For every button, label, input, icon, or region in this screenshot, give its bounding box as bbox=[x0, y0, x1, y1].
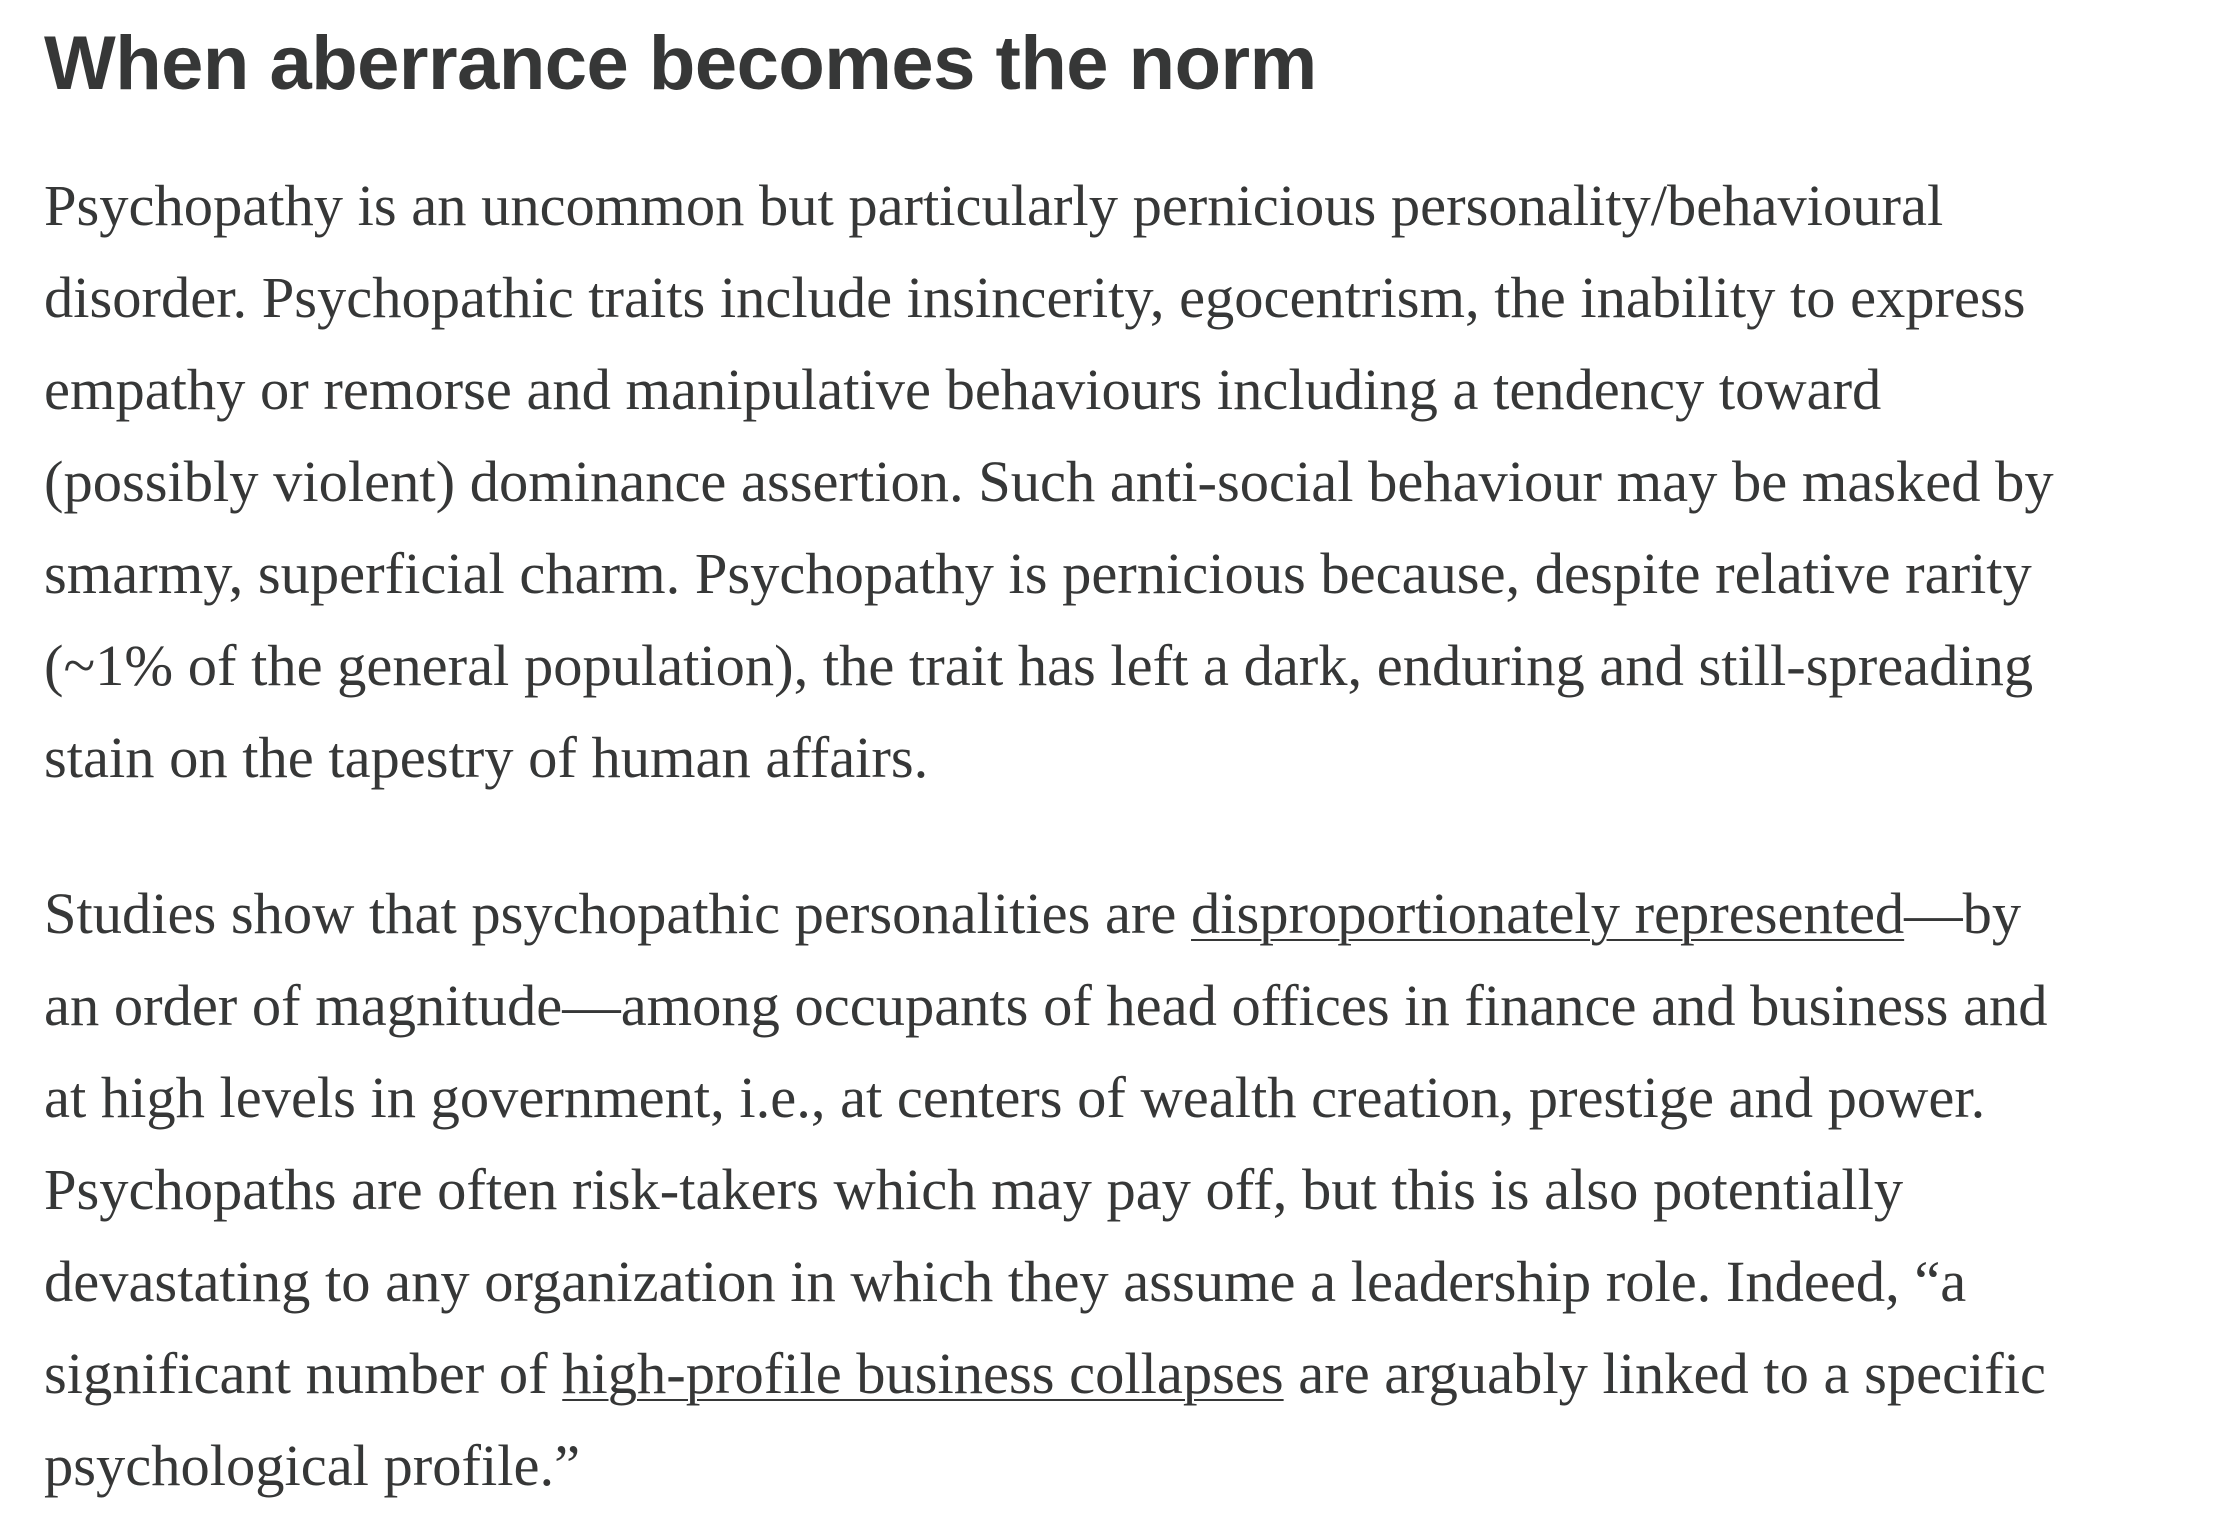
paragraph-line: Psychopathy is an uncommon but particularly pernicious personality/behavioural bbox=[44, 173, 1944, 238]
paragraph-line: (~1% of the general population), the trait has left a dark, enduring and still-spreading bbox=[44, 633, 2034, 698]
article bbox=[44, 14, 2224, 1512]
link-high-profile-business-collapses[interactable]: high-profile business collapses bbox=[562, 1341, 1284, 1406]
paragraph-text: —by bbox=[1904, 881, 2022, 946]
paragraph-line bbox=[44, 1328, 2224, 1420]
paragraph-line: stain on the tapestry of human affairs. bbox=[44, 725, 929, 790]
paragraph-text: significant number of bbox=[44, 1341, 563, 1406]
paragraph-2 bbox=[44, 868, 2224, 1512]
paragraph-1 bbox=[44, 160, 2224, 804]
paragraph-line: devastating to any organization in which they assume a leadership role. Indeed, “a bbox=[44, 1249, 1967, 1314]
paragraph-line: disorder. Psychopathic traits include insincerity, egocentrism, the inability to express bbox=[44, 265, 2026, 330]
paragraph-line: empathy or remorse and manipulative behaviours including a tendency toward bbox=[44, 357, 1882, 422]
section-heading: When aberrance becomes the norm bbox=[44, 21, 1317, 106]
link-disproportionately-represented[interactable]: disproportionately represented bbox=[1191, 881, 1905, 946]
paragraph-line: smarmy, superficial charm. Psychopathy is pernicious because, despite relative rarity bbox=[44, 541, 2032, 606]
paragraph-line bbox=[44, 868, 2224, 960]
paragraph-line: at high levels in government, i.e., at centers of wealth creation, prestige and power. bbox=[44, 1065, 1986, 1130]
paragraph-text: Studies show that psychopathic personalities are bbox=[44, 881, 1192, 946]
paragraph-text: are arguably linked to a specific bbox=[1283, 1341, 2046, 1406]
paragraph-line: psychological profile.” bbox=[44, 1433, 581, 1498]
paragraph-line: Psychopaths are often risk-takers which may pay off, but this is also potentially bbox=[44, 1157, 1904, 1222]
paragraph-line: an order of magnitude—among occupants of head offices in finance and business and bbox=[44, 973, 2048, 1038]
paragraph-line: (possibly violent) dominance assertion. Such anti-social behaviour may be masked by bbox=[44, 449, 2054, 514]
